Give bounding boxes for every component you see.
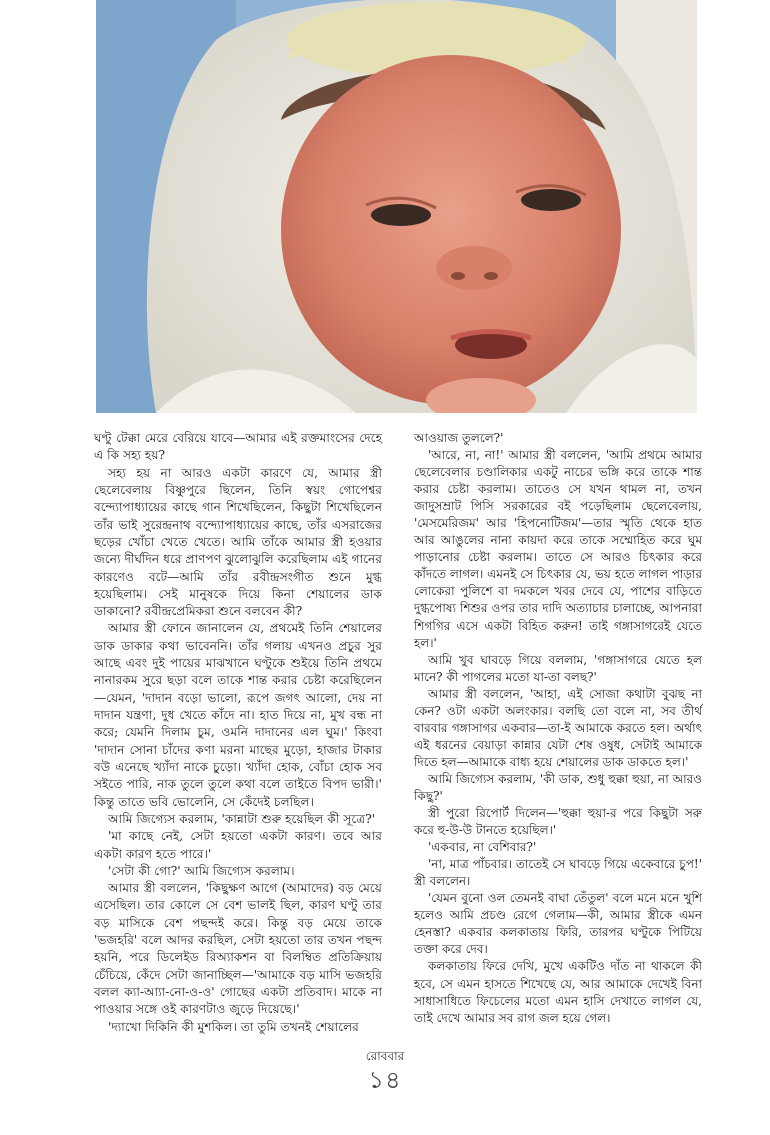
- paragraph: 'একবার, না বেশিবার?': [428, 840, 537, 855]
- paragraph: আওয়াজ তুললে?': [414, 431, 504, 445]
- paragraph: 'যেমন বুনো ওল তেমনই বাঘা তেঁতুল' বলে মনে মনে খুশি হলেও আমি প্রচণ্ড রেগে গেলাম—কী, আমার স্ত্রীকে এমন হেনস্তা? একবার কলকাতায় ফিরি, তারপর ঘণ্টুকে পিটিয়ে তক্তা করে দেব।: [414, 891, 702, 957]
- article-column-left: [94, 430, 382, 1036]
- paragraph: 'না, মাত্র পাঁচবার। তাতেই সে ঘাবড়ে গিয়ে একেবারে চুপ!' স্ত্রী বললেন।: [414, 857, 702, 889]
- page-number: ১৪: [368, 1066, 402, 1094]
- paragraph: আমি খুব ঘাবড়ে গিয়ে বললাম, 'গঙ্গাসাগরে যেতে হল মানে? কী পাগলের মতো যা-তা বলছ?': [414, 652, 702, 684]
- paragraph: সহ্য হয় না আরও একটা কারণে যে, আমার স্ত্রী ছেলেবেলায় বিষ্ণুপুরে ছিলেন, তিনি স্বয়ং গোপেশ্বর বন্দ্যোপাধ্যায়ের কাছে গান শিখেছিলেন, কিছুটা শিখেছিলেন তাঁর ভাই সুরেন্দ্রনাথ বন্দ্যোপাধ্যায়ের কাছে, তাঁর এসরাজের ছড়ের খোঁচা খেতে খেতে। আমি তাঁকে আমার স্ত্রী হওয়ার জন্যে দীর্ঘদিন ধরে প্রাণপণ ঝুলোঝুলি করেছিলাম এই গানের কারণেও বটে—আমি তাঁর রবীন্দ্রসংগীত শুনে মুগ্ধ হয়েছিলাম। সেই মানুষকে দিয়ে কিনা শেয়ালের ডাক ডাকানো? রবীন্দ্রপ্রেমিকরা শুনে বলবেন কী?: [94, 465, 382, 619]
- paragraph: 'দ্যাখো দিকিনি কী মুশকিল। তা তুমি তখনই শেয়ালের: [108, 1019, 359, 1034]
- paragraph: আমার স্ত্রী বললেন, 'আহা, এই সোজা কথাটা বুঝছ না কেন? ওটা একটা অলংকার। বলছি তো বলে না, সব তীর্থ বারবার গঙ্গাসাগর একবার—তা-ই আমাকে করতে হল। অর্থাৎ এই ধরনের বেয়াড়া কান্নার যেটা শেষ ওষুধ, সেটাই আমাকে দিতে হল—আমাকে বাধ্য হয়ে শেয়ালের ডাক ডাকতে হল।': [414, 686, 702, 769]
- paragraph: 'সেটা কী গো?' আমি জিগ্যেস করলাম।: [108, 863, 295, 878]
- paragraph: 'মা কাছে নেই, সেটা হয়তো একটা কারণ। তবে আর একটা কারণ হতে পারে।': [94, 829, 382, 861]
- paragraph: আমি জিগ্যেস করলাম, 'কী ডাক, শুধু হুক্কা হুয়া, না আরও কিছু?': [414, 771, 702, 803]
- baby-illustration: [96, 0, 697, 413]
- article-column-right: [414, 430, 702, 1027]
- paragraph: স্ত্রী পুরো রিপোর্ট দিলেন—'হুক্কা হুয়া-র পরে কিছুটা সরু করে হু-উ-উ টানতে হয়েছিল।': [414, 806, 702, 838]
- paragraph: আমি জিগ্যেস করলাম, 'কান্নাটা শুরু হয়েছিল কী সূত্রে?': [108, 811, 376, 826]
- paragraph: ঘণ্টু টেক্কা মেরে বেরিয়ে যাবে—আমার এই রক্তমাংসের দেহে এ কি সহ্য হয়?: [94, 431, 382, 463]
- paragraph: 'আরে, না, না!' আমার স্ত্রী বললেন, 'আমি প্রথমে আমার ছেলেবেলার চণ্ডালিকার একটু নাচের ভঙ্গি করে তাকে শান্ত করার চেষ্টা করলাম। তাতেও সে যখন থামল না, তখন জাদুসম্রাট পিসি সরকারের বই পড়েছিলাম ছেলেবেলায়, 'মেসমেরিজম' আর 'হিপনোটিজম'—তার স্মৃতি থেকে হাত আর আঙুলের নানা কায়দা করে তাকে সম্মোহিত করে ঘুম পাড়ানোর চেষ্টা করলাম। তাতে সে আরও চিৎকার করে কাঁদতে লাগল। এমনই সে চিৎকার যে, ভয় হতে লাগল পাড়ার লোকেরা পুলিশে বা দমকলে খবর দেবে যে, পাশের বাড়িতে দুগ্ধপোষ্য শিশুর ওপর তার দাদি অত্যাচার চালাচ্ছে, আপনারা শিগগির এসে একটা বিহিত করুন! তাই গঙ্গাসাগরেই যেতে হল।': [414, 448, 702, 650]
- magazine-name: রোববার: [365, 1049, 405, 1063]
- paragraph: আমার স্ত্রী বললেন, 'কিছুক্ষণ আগে (আমাদের) বড় মেয়ে এসেছিল। তার কোলে সে বেশ ভালই ছিল, কারণ ঘণ্টু তার বড় মাসিকে বেশ পছন্দই করে। কিন্তু বড় মেয়ে তাকে 'ভজহরি' বলে আদর করছিল, সেটা হয়তো তার তখন পছন্দ হয়নি, পরে ডিলেইড রিঅ্যাকশন বা বিলম্বিত প্রতিক্রিয়ায় চেঁচিয়ে, কেঁদে সেটা জানাচ্ছিল—'আমাকে বড় মাসি ভজহরি বলল ক্যা-আ্যা-নো-ও-ও' গোছের একটা প্রতিবাদ। মাকে না পাওয়ার সঙ্গে ওই কারণটাও জুড়ে দিয়েছে।': [94, 881, 382, 1017]
- newborn-photo: [96, 0, 697, 413]
- paragraph: কলকাতায় ফিরে দেখি, মুখে একটিও দাঁত না থাকলে কী হবে, সে এমন হাসতে শিখেছে যে, আর আমাকে দেখেই বিনা সাধাসাধিতে ফিচেলের মতো এমন হাসি দেখাতে লাগল যে, তাই দেখে আমার সব রাগ জল হয়ে গেল।: [414, 959, 702, 1025]
- paragraph: আমার স্ত্রী ফোনে জানালেন যে, প্রথমেই তিনি শেয়ালের ডাক ডাকার কথা ভাবেননি। তাঁর গলায় এখনও প্রচুর সুর আছে এবং দুই পায়ের মাঝখানে ঘণ্টুকে শুইয়ে তিনি প্রথমে নানারকম সুরে ছড়া বলে তাকে শান্ত করার চেষ্টা করেছিলেন—যেমন, 'দাদান বড়ো ভালো, রূপে জগৎ আলো, দেয় না দাদান যন্ত্রণা, দুধ খেতে কাঁদে না। হাত দিয়ে না, মুখ বন্ধ না করে; যেমনি দিলাম চুম, ওমনি দাদানের এল ঘুম।' কিংবা 'দাদান সোনা চাঁদের কণা মরনা মাছের মুড়ো, হাজার টাকার বউ এনেছে খ্যাঁদা নাকে চুড়ো। খ্যাঁদা হোক, বোঁচা হোক সব সইতে পারি, নাক তুলে তুলে কথা বলে তাইতে বিপদ ভারী।' কিন্তু তাতে ভবি ভোলেনি, সে কেঁদেই চলছিল।: [94, 621, 382, 809]
